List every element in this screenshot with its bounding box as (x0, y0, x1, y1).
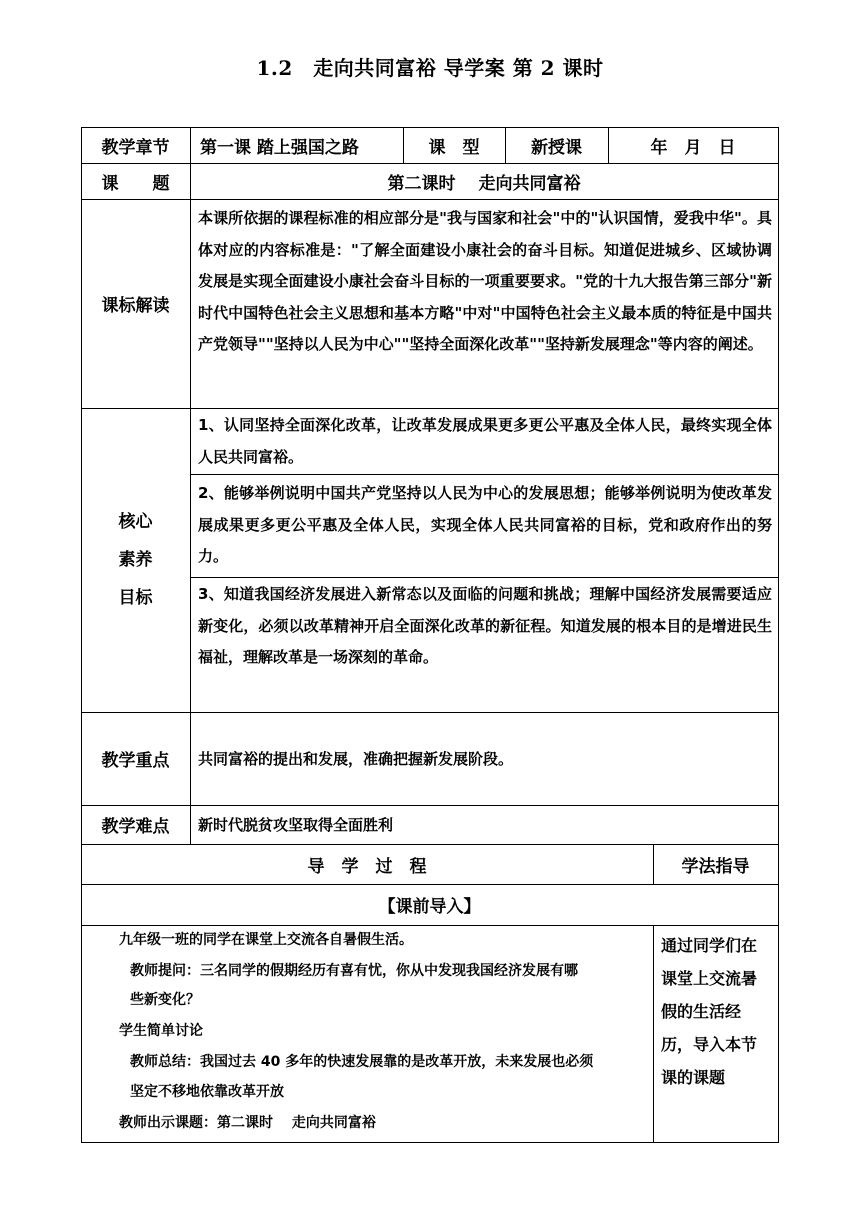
guide-label: 学法指导 (653, 844, 779, 885)
key-point-label: 教学重点 (81, 712, 191, 806)
process-label: 导 学 过 程 (81, 844, 654, 885)
intro-line: 坚定不移地依靠改革开放 (130, 1084, 284, 1100)
key-point-text: 共同富裕的提出和发展，准确把握新发展阶段。 (190, 712, 779, 806)
guide-line: 课堂上交流暑 (661, 969, 758, 988)
topic-label: 课 题 (81, 163, 191, 200)
type-label: 课 型 (403, 127, 506, 164)
topic-value: 第二课时 走向共同富裕 (190, 163, 779, 200)
guide-line: 历，导入本节 (661, 1035, 758, 1054)
core-goal-3: 3、知道我国经济发展进入新常态以及面临的问题和挑战；理解中国经济发展需要适应新变化，必须以改革精神开启全面深化改革的新征程。知道发展的根本目的是增进民生福祉，理解改革是一场深刻的革命。 (190, 577, 779, 713)
intro-content (81, 925, 654, 1143)
intro-line: 教师提问：三名同学的假期经历有喜有忧，你从中发现我国经济发展有哪 (130, 963, 578, 979)
intro-guide (653, 925, 779, 1143)
intro-label: 【课前导入】 (81, 884, 779, 926)
document-title: 1.2 走向共同富裕 导学案 第 2 课时 (256, 56, 604, 80)
core-label (81, 408, 191, 713)
core-label-line: 目标 (118, 588, 153, 608)
guide-line: 课的课题 (661, 1068, 726, 1087)
intro-line: 九年级一班的同学在课堂上交流各自暑假生活。 (119, 932, 413, 948)
intro-line: 教师总结：我国过去 40 多年的快速发展靠的是改革开放，未来发展也必须 (130, 1054, 594, 1070)
chapter-label: 教学章节 (81, 127, 191, 164)
intro-line: 学生简单讨论 (119, 1023, 203, 1039)
core-label-line: 核心 (118, 512, 153, 532)
core-label-line: 素养 (118, 550, 153, 570)
standard-label: 课标解读 (81, 199, 191, 409)
difficult-point-label: 教学难点 (81, 805, 191, 845)
guide-line: 假的生活经 (661, 1002, 742, 1021)
intro-line: 些新变化？ (130, 992, 200, 1008)
standard-text: 本课所依据的课程标准的相应部分是"我与国家和社会"中的"认识国情，爱我中华"。具体对应的内容标准是："了解全面建设小康社会的奋斗目标。知道促进城乡、区域协调发展是实现全面建设小康社会奋斗目标的一项重要要求。"党的十九大报告第三部分"新时代中国特色社会主义思想和基本方略"中对"中国特色社会主义最本质的特征是中国共产党领导""坚持以人民为中心""坚持全面深化改革""坚持新发展理念"等内容的阐述。 (190, 199, 779, 409)
chapter-value: 第一课 踏上强国之路 (190, 127, 404, 164)
core-goal-1: 1、认同坚持全面深化改革，让改革发展成果更多更公平惠及全体人民，最终实现全体人民共同富裕。 (190, 408, 779, 475)
date-field: 年 月 日 (608, 127, 779, 164)
guide-line: 通过同学们在 (661, 936, 758, 955)
core-goal-2: 2、能够举例说明中国共产党坚持以人民为中心的发展思想；能够举例说明为使改革发展成果更多更公平惠及全体人民，实现全体人民共同富裕的目标，党和政府作出的努力。 (190, 474, 779, 578)
type-value: 新授课 (505, 127, 609, 164)
intro-line: 教师出示课题：第二课时 走向共同富裕 (119, 1115, 376, 1131)
difficult-point-text: 新时代脱贫攻坚取得全面胜利 (190, 805, 779, 845)
